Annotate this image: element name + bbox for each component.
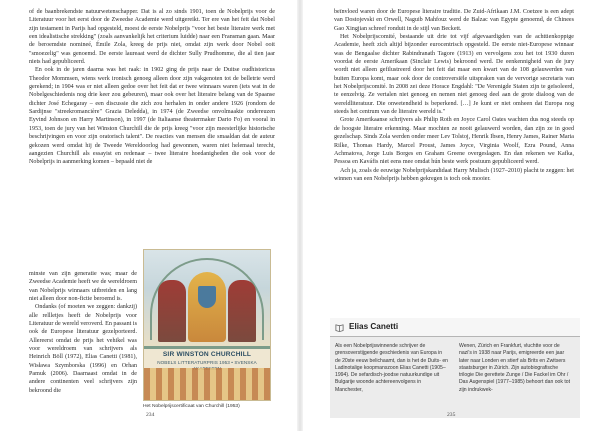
paragraph: Het Nobelprijscomité, bestaande uit drie tot vijf afgevaardigden van de achttienkoppige Academie, heeft zich altijd bijzonder eurocentrisch opgesteld. De eerste niet-Europese winnaar was de Bengaalse dichter Rabindranath Tagore (1913) en vervolgens zou het tot 1930 duren voordat de eerste Amerikaan (Sinclair Lewis) bekroond werd. De eenkennigheid van de jury wordt niet alleen gefilustreerd door het feit dat maar een kwart van de 108 gelauwerden van buiten Europa komt, maar ook door de controversiële uitspraken van de vervorige secretaris van het Nobelprijscomité. In 2008 zei deze Horace Engdahl: "De Verenigde Staten zijn te geïsoleerd, te eenzelvig. Ze vertalen niet genoeg en nemen niet genoeg deel aan de grote dialoog van de wereldliteratuur. Die onwetendheid is beperkend. […] Je kunt er niet omheen dat Europa nog steeds het centrum van de literaire wereld is." [334, 34, 574, 116]
elias-canetti-sidebox [330, 318, 580, 418]
figure-caption: Het Nobelprijscertificaat van Churchill (1953) [143, 404, 240, 409]
certificate-figure-right [228, 280, 256, 342]
paragraph: Ondanks (of moeten we zeggen: dankzij) alle rellletjes heeft de Nobelprijs voor Literatuur de wereld veroverd. En passant is ook de Europese literatuur gezelporteerd. Allereerst omdat de prijs het vehikel was voor wereldroem van schrijvers als Heinrich Böll (1972), Elias Canetti (1981), Wisława Szymborska (1996) en Orhan Pamuk (2006). Daarnaast omdat in de andere continenten veel schrijvers zijn bekroond die [29, 304, 137, 394]
paragraph: beïnvloed waren door de Europese literaire traditie. De Zuid-Afrikaan J.M. Coetzee is een adept van Dostojevski en Orwell, Naguib Mahfouz werd de Balzac van Egypte genoemd, de Chinees Gao Xingjian schreef ronduit in de stijl van Beckett. [334, 9, 574, 32]
page-number-left: 234 [146, 412, 155, 418]
certificate-crest [198, 286, 216, 308]
certificate-band [144, 346, 270, 349]
book-icon [335, 323, 344, 332]
right-page [300, 0, 600, 431]
paragraph: En ook in de jaren daarna was het raak: in 1902 ging de prijs naar de Duitse oudhistoricus Theodor Mommsen, wiens werk ironisch genoeg alleen door zijn vakgenoten tot de belletrie werd gerekend; in 1904 was er niet alleen gedoe over het feit dat er twee winnaars waren (iets wat in de Nobelgeschiedenis nog drie keer zou gebeuren), maar ook over het literaire belang van de Spaanse dichter José Echegaray – een discussie die zich zou herhalen in onder andere 1926 (rondom de Sardijnse "streekromancière" Grazia Deledda), in 1974 (de Zweedse onvolmaakte ondereuzen Eyvind Johnson en Harry Martinson), in 1997 (de Italiaanse theatermaker Dario Fo) en vooral in 1953, toen de jury van het Winston Churchill die de prijs kreeg "voor zijn meesterlijke historische beschrijvingen en voor zijn oratorisch talent". De reacties van mensen die smaaldan dat de auteur gekozen werd omdat hij de Tweede Wereldoorlog had gewonnen, waren niet helemaal terecht, aangezien Churchill als essayist en redenaar – twee literaire hoedanigheden die ook voor de Nobelprijs in aanmerking komen – bepaald niet de [29, 67, 275, 166]
sidebox-column-right: Wenen, Zürich en Frankfurt, vluchtte voor de nazi's in 1938 naar Parijs, emigreerde een jaar later naar Londen en stierf als Brits en Zwitsers staatsburger in Zürich. Zijn autobiografische trilogie Die gerettete Zunge / Die Fackel im Ohr / Das Augenspiel (1977–1985) behoort dan ook tot zijn indrukwek- [459, 343, 571, 393]
left-body-text [29, 8, 275, 167]
paragraph: Ach ja, zoals de eeuwige Nobelprijskandidaat Harry Mulisch (1927–2010) placht te zeggen: het winnen van een Nobelprijs hebben gekregen is toch ook mooier. [334, 167, 574, 182]
paragraph: of de baanbrekendste natuurwetenschapper. Dat is al zo sinds 1901, toen de Nobelprijs voor de Literatuur voor het eerst door de Zweedse Academie werd uitgereikt. Ter ere van het feit dat Nobel zijn testament in Parijs had opgesteld, moest de eerste Nobelprijs "voor het beste literaire werk met een idealistische strekking" (zoals aanvankelijk het criterium luidde) naar een Fransman gaan. Maar de beroemdste nomineé, Émile Zola, kreeg de prijs niet, omdat zijn werk door Nobel ooit "smoezelig" was genoemd. De eerste laureaat werd de dichter Sully Prudhomme, die al tien jaar niets had gepubliceerd. [29, 9, 275, 66]
certificate-ornament [144, 368, 270, 401]
sidebox-title: Elias Canetti [349, 322, 399, 331]
certificate-title: SIR WINSTON CHURCHILL [162, 351, 252, 358]
certificate-subtitle: NOBELS LITTERATURPRIS 1953 • SVENSKA [157, 360, 257, 365]
paragraph: Grote Amerikaanse schrijvers als Philip Roth en Joyce Carol Oates wachten dus nog steeds op de hoogste literaire erkenning. Maar mochten ze nooit gelauwerd worden, dan zijn ze in goed gezelschap. Sinds Zola werden onder meer Lev Tolstoj, Henrik Ibsen, Henry James, Rainer Maria Rilke, Thomas Hardy, Marcel Proust, James Joyce, Virginia Woolf, Ezra Pound, Anna Achmatova, Jorge Luis Borges en Graham Greene overgeslagen. En dan rekenen we Kafka, Pessoa en Kaváfis niet eens mee omdat hún beste werk postuum gepubliceerd werd. [334, 117, 574, 166]
certificate-figure-left [158, 280, 186, 342]
paragraph: minste van zijn generatie was; maar de Zweedse Academie heeft we de wereldroem van Nobelprijs winnaars uitbreiden en lang niet alleen door non-fictie beroemd is. [29, 271, 137, 303]
left-narrow-text [29, 270, 137, 395]
sidebox-column-left: Als een Nobelprijswinnende schrijver de grensoverstijgende geschiedenis van Europa in de 20ste eeuw belichaamt, dan is het de Duits- en Ladinotalige koopmanszoon Elias Canetti (1905–1994). De sefardisch-joodse natuurkundige uit Bulgarije woonde achtereenvolgens in Manchester, [335, 343, 448, 393]
sidebox-header [330, 318, 580, 337]
right-body-text [334, 8, 574, 183]
page-number-right: 235 [447, 412, 456, 418]
churchill-certificate-image [143, 249, 271, 401]
